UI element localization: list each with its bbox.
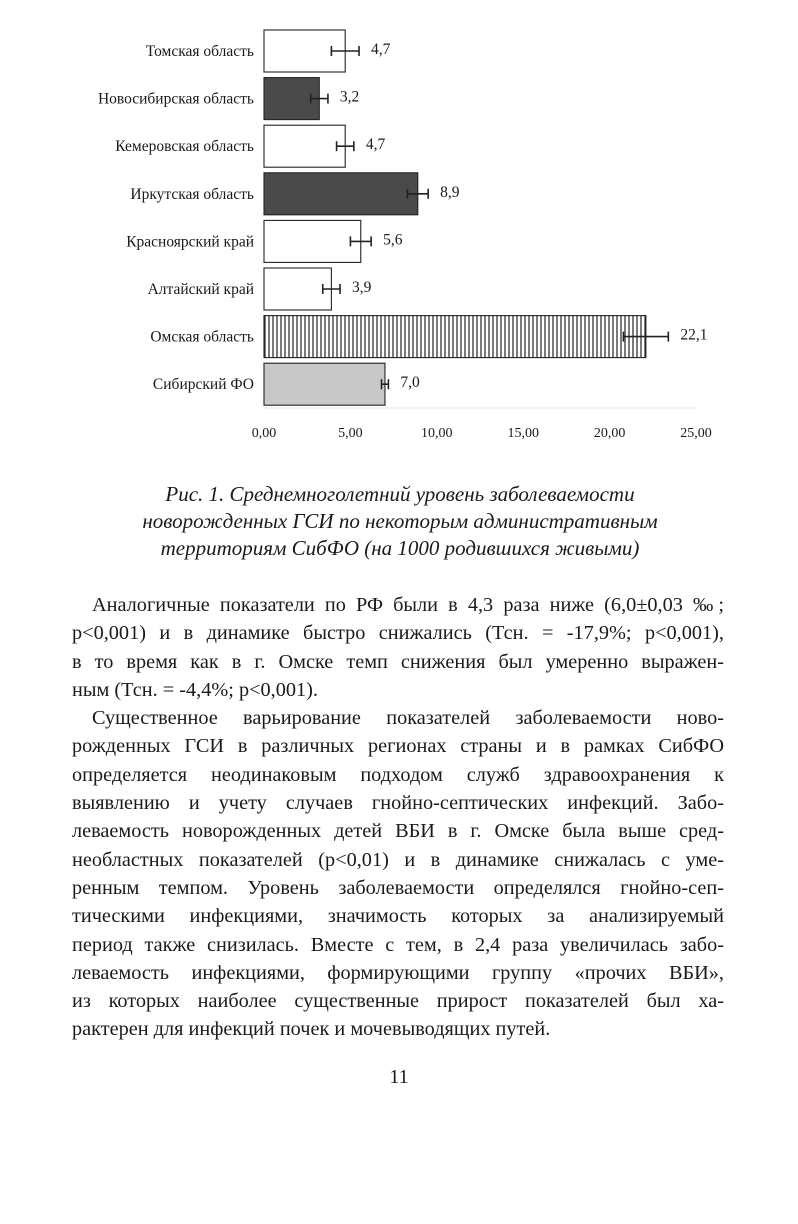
data-label: 4,7 (365, 136, 386, 154)
text-line: ренным темпом. Уровень заболеваемости определялся гнойно-сеп- (72, 876, 724, 899)
text-line: выявлению и учету случаев гнойно-септических инфекций. Забо- (72, 792, 724, 815)
text-line: тическими инфекциями, значимость которых за анализируемый (72, 905, 724, 928)
text-line: ным (Тсн. = -4,4%; р<0,001). (72, 678, 318, 701)
text-line: период также снизилась. Вместе с тем, в 2,4 раза увеличилась забо- (72, 933, 724, 956)
text-line: определяется неодинаковым подходом служб здравоохранения к (72, 763, 724, 786)
bar-chart (0, 0, 798, 470)
data-label: 3,2 (339, 88, 360, 106)
x-tick-label: 5,00 (338, 426, 363, 441)
x-axis (252, 408, 712, 441)
bar (264, 268, 331, 310)
x-tick-label: 15,00 (507, 426, 539, 441)
category-label: Кемеровская область (115, 138, 254, 156)
caption-line: Рис. 1. Среднемноголетний уровень заболеваемости (165, 482, 635, 506)
category-label: Алтайский край (147, 281, 254, 298)
text-line: леваемость инфекциями, формирующими группу «прочих ВБИ», (72, 961, 724, 984)
data-label: 5,6 (383, 231, 403, 249)
text-line: Существенное варьирование показателей заболеваемости ново- (92, 707, 724, 730)
bar (264, 316, 646, 358)
x-tick-label: 10,00 (421, 426, 453, 441)
paragraph-2 (72, 704, 724, 1044)
page-number: 11 (389, 1066, 409, 1088)
bar (264, 220, 361, 262)
x-tick-label: 25,00 (680, 426, 712, 441)
data-label: 3,9 (352, 279, 372, 296)
category-label: Томская область (145, 43, 254, 60)
data-label: 4,7 (371, 41, 391, 58)
body-text (72, 591, 724, 1044)
category-label: Иркутская область (130, 185, 254, 203)
text-line: леваемость новорожденных детей ВБИ в г. Омске была выше сред- (72, 820, 724, 843)
data-label: 22,1 (680, 326, 708, 344)
text-line: в то время как в г. Омске темп снижения был умеренно выражен- (72, 650, 724, 673)
x-tick-label: 0,00 (251, 426, 277, 441)
bar (264, 363, 385, 405)
caption-line: новорожденных ГСИ по некоторым административным (142, 509, 658, 533)
bar (264, 125, 345, 167)
text-line: Аналогичные показатели по РФ были в 4,3 раза ниже (6,0±0,03 ‰; (92, 594, 724, 616)
category-label: Омская область (150, 328, 254, 346)
bar (264, 173, 418, 215)
text-line: необластных показателей (р<0,01) и в динамике снижалась с уме- (72, 848, 724, 871)
paragraph-1 (72, 591, 724, 704)
text-line: из которых наиболее существенные прирост показателей был ха- (72, 990, 724, 1013)
text-line: рактерен для инфекций почек и мочевыводящих путей. (72, 1018, 551, 1041)
category-label: Красноярский край (126, 233, 254, 251)
x-tick-label: 20,00 (593, 426, 626, 441)
data-label: 8,9 (440, 183, 460, 201)
figure-caption (90, 481, 710, 562)
text-line: р<0,001) и в динамике быстро снижались (Тсн. = -17,9%; р<0,001), (72, 622, 724, 645)
bars-layer (98, 30, 708, 405)
category-label: Сибирский ФО (152, 376, 254, 394)
data-label: 7,0 (400, 374, 420, 392)
category-label: Новосибирская область (97, 90, 254, 108)
text-line: рожденных ГСИ в различных регионах страны и в рамках СибФО (72, 735, 724, 758)
caption-line: территориям СибФО (на 1000 родившихся живыми) (160, 536, 640, 560)
